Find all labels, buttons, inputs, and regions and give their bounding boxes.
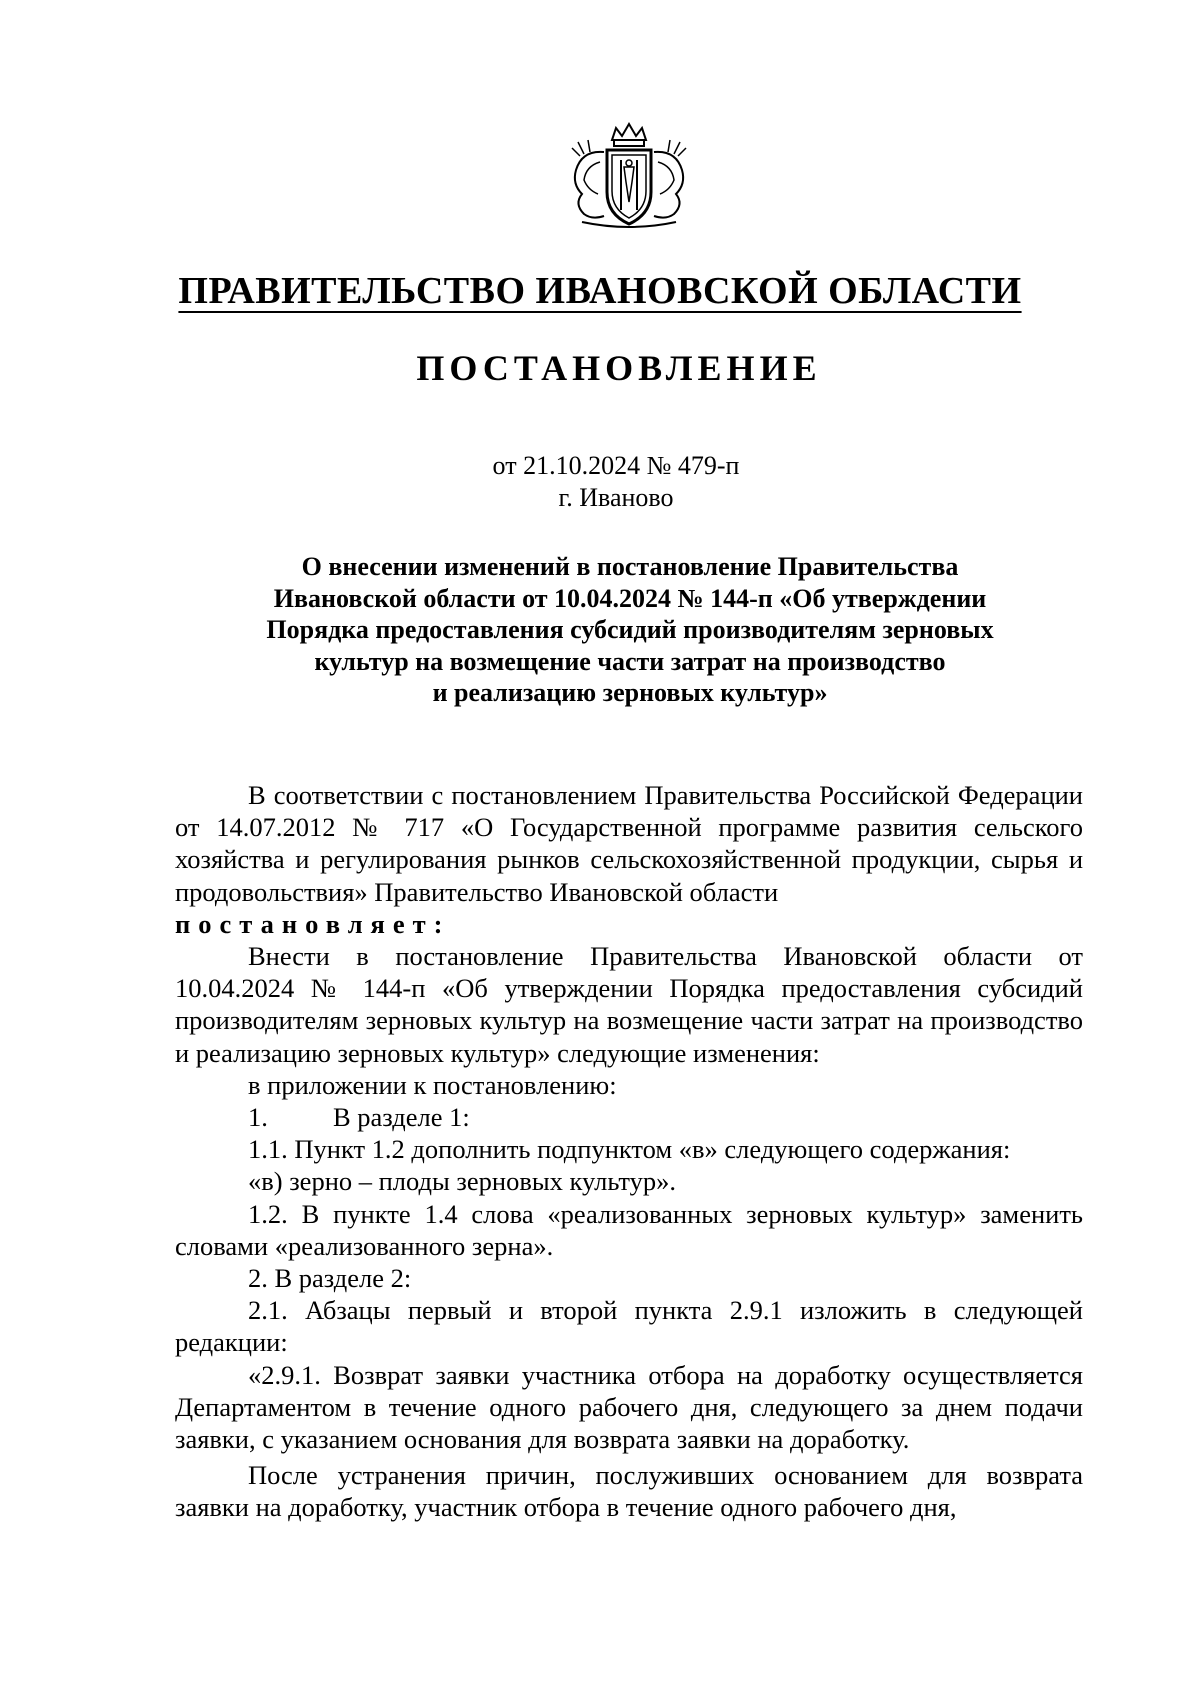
intro-paragraph: Внести в постановление Правительства Ивановской области от 10.04.2024 № 144-п «Об утверждении Порядка предоставления субсидий производителям зерновых культур на возмещение части затрат на производство и реализацию зерновых культур» следующие изменения: bbox=[175, 941, 1083, 1068]
document-date-number: от 21.10.2024 № 479-п bbox=[492, 451, 740, 480]
document-city: г. Иваново bbox=[558, 483, 674, 512]
preamble-paragraph: В соответствии с постановлением Правительства Российской Федерации от 14.07.2012 № 717 «О Государственной программе развития сельского хозяйства и регулирования рынков сельскохозяйственной продукции, сырья и продовольствия» Правительство Ивановской области bbox=[175, 780, 1083, 907]
subject-line: Порядка предоставления субсидий производителям зерновых bbox=[266, 615, 994, 644]
section-1-number: 1. bbox=[248, 1102, 268, 1133]
annex-paragraph: в приложении к постановлению: bbox=[248, 1069, 617, 1100]
subject-line: О внесении изменений в постановление Правительства bbox=[301, 552, 959, 581]
ivanovo-coat-of-arms-icon bbox=[562, 122, 697, 232]
section-2-paragraph: 2. В разделе 2: bbox=[248, 1263, 412, 1294]
document-type: ПОСТАНОВЛЕНИЕ bbox=[416, 348, 822, 388]
item-1-1-quote: «в) зерно – плоды зерновых культур». bbox=[248, 1166, 677, 1197]
after-paragraph: После устранения причин, послуживших основанием для возврата заявки на доработку, участник отбора в течение одного рабочего дня, bbox=[175, 1460, 1083, 1523]
document-body bbox=[175, 779, 1083, 1524]
decree-word: постановляет: bbox=[175, 908, 451, 939]
section-1-text: В разделе 1: bbox=[333, 1102, 470, 1133]
item-2-1-paragraph: 2.1. Абзацы первый и второй пункта 2.9.1 изложить в следующей редакции: bbox=[175, 1295, 1083, 1358]
organization-name: ПРАВИТЕЛЬСТВО ИВАНОВСКОЙ ОБЛАСТИ bbox=[178, 270, 1022, 312]
section-1-paragraph bbox=[175, 1101, 1083, 1133]
subject-line: и реализацию зерновых культур» bbox=[432, 678, 828, 707]
item-1-2-paragraph: 1.2. В пункте 1.4 слова «реализованных зерновых культур» заменить словами «реализованного зерна». bbox=[175, 1198, 1083, 1261]
item-2-9-1-paragraph: «2.9.1. Возврат заявки участника отбора на доработку осуществляется Департаментом в течение одного рабочего дня, следующего за днем подачи заявки, с указанием основания для возврата заявки на доработку. bbox=[175, 1359, 1083, 1455]
item-1-1-paragraph: 1.1. Пункт 1.2 дополнить подпунктом «в» следующего содержания: bbox=[248, 1134, 1011, 1165]
subject-line: культур на возмещение части затрат на производство bbox=[314, 646, 946, 676]
subject-line: Ивановской области от 10.04.2024 № 144-п «Об утверждении bbox=[273, 583, 987, 613]
document-subject bbox=[160, 551, 1100, 709]
organization-title bbox=[0, 267, 1200, 315]
